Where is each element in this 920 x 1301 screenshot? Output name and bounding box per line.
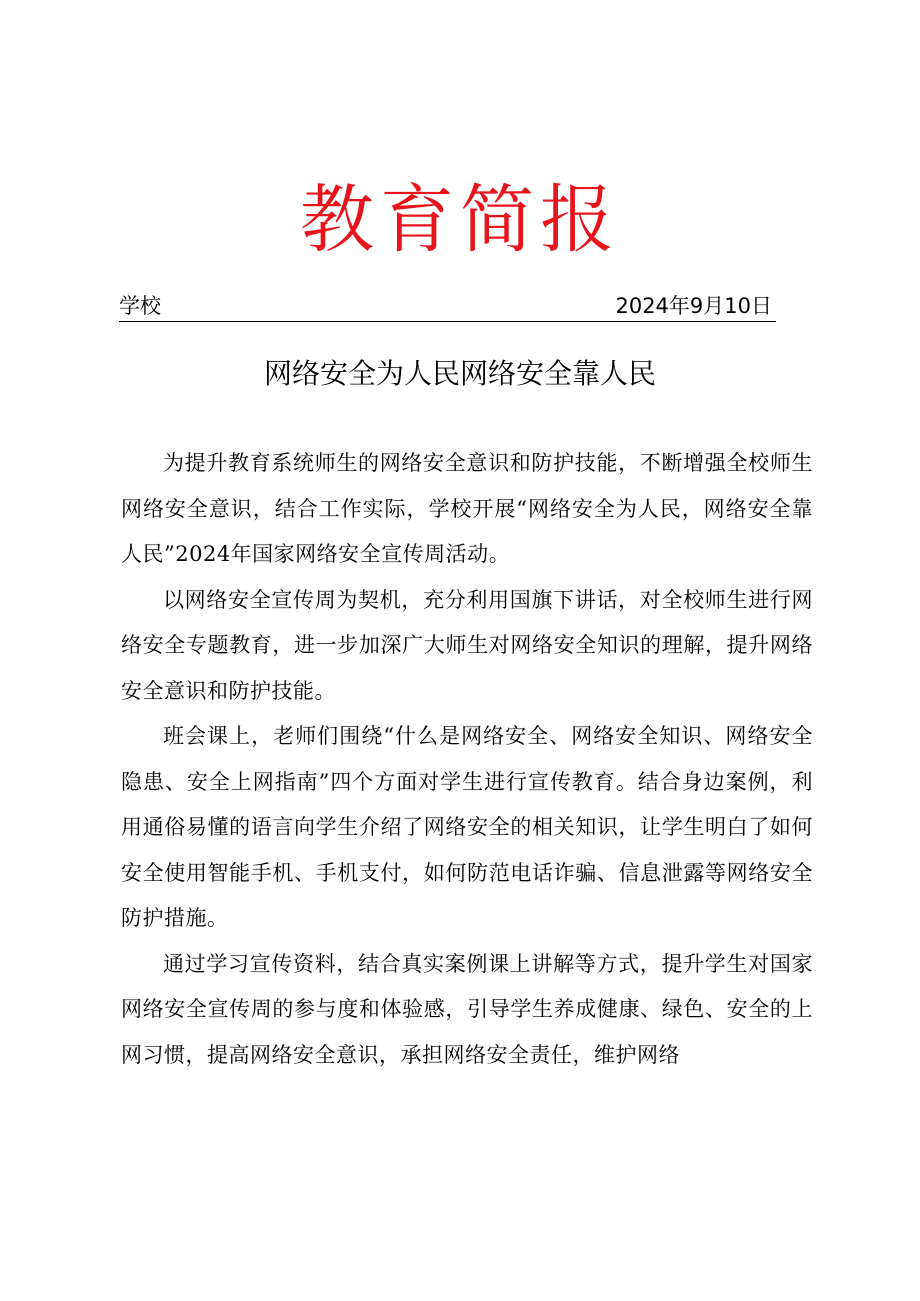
paragraph: 通过学习宣传资料，结合真实案例课上讲解等方式，提升学生对国家网络安全宣传周的参与度和体验感，引导学生养成健康、绿色、安全的上网习惯，提高网络安全意识，承担网络安全责任，维护网络 [121,951,813,1067]
paragraph: 以网络安全宣传周为契机，充分利用国旗下讲话，对全校师生进行网络安全专题教育，进一步加深广大师生对网络安全知识的理解，提升网络安全意识和防护技能。 [121,587,813,703]
paragraph: 班会课上，老师们围绕“什么是网络安全、网络安全知识、网络安全隐患、安全上网指南”四个方面对学生进行宣传教育。结合身边案例，利用通俗易懂的语言向学生介绍了网络安全的相关知识，让学生明白了如何安全使用智能手机、手机支付，如何防范电话诈骗、信息泄露等网络安全防护措施。 [121,724,813,930]
masthead-title: 教育简报 [300,177,620,263]
paragraph: 为提升教育系统师生的网络安全意识和防护技能，不断增强全校师生网络安全意识，结合工作实际，学校开展“网络安全为人民，网络安全靠人民”2024年国家网络安全宣传周活动。 [121,451,813,566]
issue-date: 2024年9月10日 [615,294,772,318]
school-label: 学校 [119,294,161,318]
article-headline: 网络安全为人民网络安全靠人民 [263,357,656,390]
article-body [121,441,813,1078]
meta-line [119,291,776,322]
